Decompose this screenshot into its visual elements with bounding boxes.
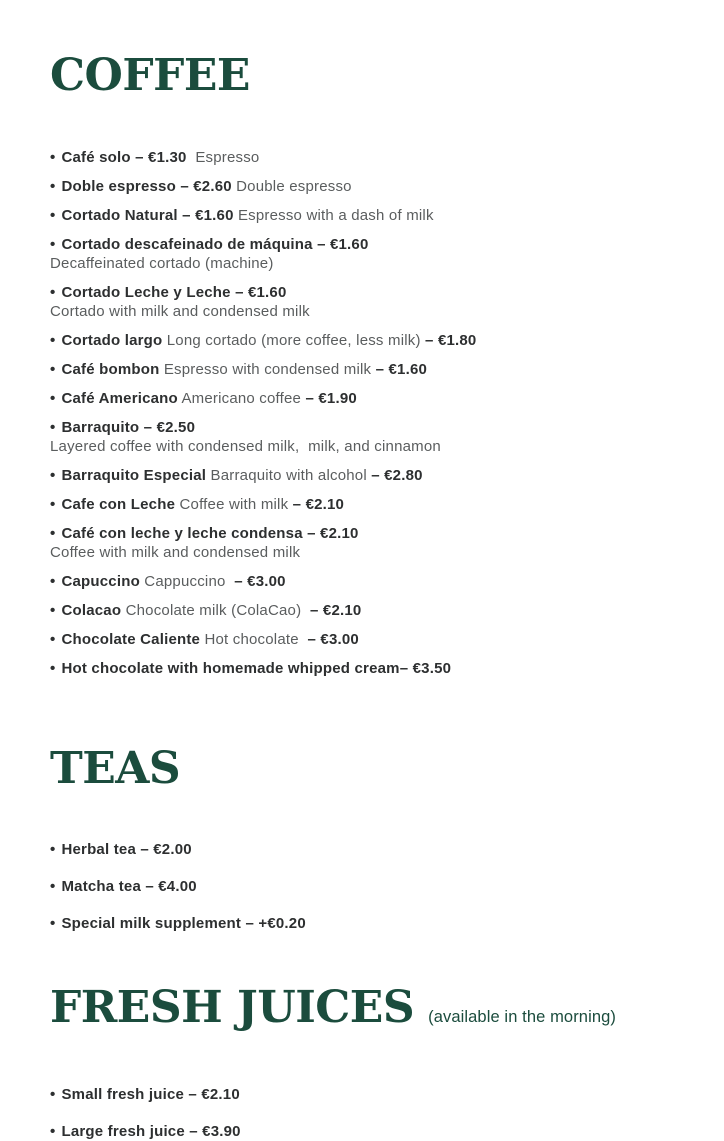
bullet-icon: • bbox=[50, 331, 56, 349]
item-line bbox=[50, 418, 684, 437]
item-text-description: Long cortado (more coffee, less milk) bbox=[162, 331, 426, 349]
bullet-icon: • bbox=[50, 877, 56, 895]
item-text-bold: Cortado Leche y Leche – €1.60 bbox=[61, 283, 287, 301]
item-text-bold: Café Americano bbox=[61, 389, 178, 407]
section-title-row bbox=[50, 24, 684, 128]
item-line bbox=[50, 601, 684, 620]
item-text-bold: Cafe con Leche bbox=[61, 495, 176, 513]
bullet-icon: • bbox=[50, 389, 56, 407]
item-text-bold: – €1.80 bbox=[425, 331, 477, 349]
item-text-description: Coffee with milk bbox=[175, 495, 293, 513]
bullet-icon: • bbox=[50, 495, 56, 513]
menu-items bbox=[50, 148, 684, 678]
menu-item bbox=[50, 177, 684, 196]
item-text-description: Espresso with condensed milk bbox=[159, 360, 376, 378]
item-text-bold: – €2.80 bbox=[371, 466, 423, 484]
item-text-description: Chocolate milk (ColaCao) bbox=[121, 601, 306, 619]
bullet-icon: • bbox=[50, 235, 56, 253]
item-line bbox=[50, 659, 684, 678]
section-title: COFFEE bbox=[50, 50, 250, 102]
item-text-bold: Barraquito – €2.50 bbox=[61, 418, 196, 436]
bullet-icon: • bbox=[50, 1122, 56, 1140]
item-text-description: Espresso with a dash of milk bbox=[233, 206, 434, 224]
item-line bbox=[50, 148, 684, 167]
item-text-bold: Café solo – €1.30 bbox=[61, 148, 187, 166]
item-line bbox=[50, 495, 684, 514]
section-title: TEAS bbox=[50, 743, 181, 795]
bullet-icon: • bbox=[50, 572, 56, 590]
bullet-icon: • bbox=[50, 524, 56, 542]
section-title-row bbox=[50, 956, 684, 1060]
bullet-icon: • bbox=[50, 148, 56, 166]
item-line bbox=[50, 360, 684, 379]
menu-item bbox=[50, 1085, 684, 1104]
item-text-description: Americano coffee bbox=[177, 389, 306, 407]
item-text-bold: Café con leche y leche condensa – €2.10 bbox=[61, 524, 359, 542]
item-description-line: Layered coffee with condensed milk, milk, and cinnamon bbox=[50, 437, 441, 455]
menu-item bbox=[50, 389, 684, 408]
section-title: FRESH JUICES bbox=[50, 982, 415, 1034]
bullet-icon: • bbox=[50, 840, 56, 858]
item-text-bold: Cortado largo bbox=[61, 331, 163, 349]
item-text-bold: Hot chocolate with homemade whipped cream– €3.50 bbox=[61, 659, 452, 677]
menu-item bbox=[50, 466, 684, 485]
bullet-icon: • bbox=[50, 630, 56, 648]
item-text-bold: Café bombon bbox=[61, 360, 160, 378]
item-line bbox=[50, 1085, 684, 1104]
menu-item bbox=[50, 659, 684, 678]
menu-item bbox=[50, 572, 684, 591]
item-text-bold: Chocolate Caliente bbox=[61, 630, 201, 648]
item-line bbox=[50, 466, 684, 485]
menu-item bbox=[50, 418, 684, 456]
menu-item bbox=[50, 331, 684, 350]
bullet-icon: • bbox=[50, 360, 56, 378]
menu-item bbox=[50, 524, 684, 562]
menu-item bbox=[50, 495, 684, 514]
bullet-icon: • bbox=[50, 1085, 56, 1103]
item-description-line: Cortado with milk and condensed milk bbox=[50, 302, 310, 320]
item-text-bold: – €2.10 bbox=[292, 495, 345, 513]
item-text-bold: Colacao bbox=[61, 601, 122, 619]
bullet-icon: • bbox=[50, 206, 56, 224]
item-text-description: Barraquito with alcohol bbox=[206, 466, 372, 484]
section-title-row bbox=[50, 717, 684, 821]
item-line bbox=[50, 840, 684, 859]
item-line bbox=[50, 914, 684, 933]
bullet-icon: • bbox=[50, 466, 56, 484]
bullet-icon: • bbox=[50, 283, 56, 301]
item-text-description: Double espresso bbox=[231, 177, 352, 195]
bullet-icon: • bbox=[50, 601, 56, 619]
item-line bbox=[50, 630, 684, 649]
menu-section-fresh-juices bbox=[50, 956, 684, 1141]
item-line bbox=[50, 1122, 684, 1141]
menu-section-teas bbox=[50, 717, 684, 933]
item-line bbox=[50, 235, 684, 254]
menu-item bbox=[50, 206, 684, 225]
menu-item bbox=[50, 914, 684, 933]
item-text-bold: Capuccino bbox=[61, 572, 140, 590]
menu-item bbox=[50, 601, 684, 620]
menu-items bbox=[50, 1085, 684, 1141]
item-text-bold: Small fresh juice – €2.10 bbox=[61, 1085, 240, 1103]
item-description-line: Coffee with milk and condensed milk bbox=[50, 543, 301, 561]
menu-item bbox=[50, 877, 684, 896]
item-text-bold: Large fresh juice – €3.90 bbox=[61, 1122, 241, 1140]
item-text-bold: Doble espresso – €2.60 bbox=[61, 177, 232, 195]
menu-items bbox=[50, 840, 684, 933]
item-text-bold: – €3.00 bbox=[229, 572, 286, 590]
item-line bbox=[50, 283, 684, 302]
menu-item bbox=[50, 235, 684, 273]
item-text-bold: – €3.00 bbox=[303, 630, 359, 648]
menu-section-coffee bbox=[50, 24, 684, 678]
item-text-bold: – €1.60 bbox=[375, 360, 428, 378]
menu-item bbox=[50, 283, 684, 321]
item-line bbox=[50, 206, 684, 225]
bullet-icon: • bbox=[50, 177, 56, 195]
item-line bbox=[50, 524, 684, 543]
item-description-line: Decaffeinated cortado (machine) bbox=[50, 254, 274, 272]
item-text-bold: Cortado Natural – €1.60 bbox=[61, 206, 234, 224]
bullet-icon: • bbox=[50, 914, 56, 932]
menu-item bbox=[50, 630, 684, 649]
item-line bbox=[50, 572, 684, 591]
item-text-bold: Special milk supplement – +€0.20 bbox=[61, 914, 306, 932]
item-text-bold: Barraquito Especial bbox=[61, 466, 207, 484]
item-text-bold: – €1.90 bbox=[305, 389, 357, 407]
item-text-description: Espresso bbox=[186, 148, 260, 166]
bullet-icon: • bbox=[50, 659, 56, 677]
item-line bbox=[50, 389, 684, 408]
item-line bbox=[50, 877, 684, 896]
item-line bbox=[50, 331, 684, 350]
section-subtitle: (available in the morning) bbox=[428, 1008, 616, 1027]
menu-item bbox=[50, 1122, 684, 1141]
bullet-icon: • bbox=[50, 418, 56, 436]
item-text-description: Hot chocolate bbox=[200, 630, 304, 648]
item-line bbox=[50, 177, 684, 196]
menu-item bbox=[50, 840, 684, 859]
menu-item bbox=[50, 360, 684, 379]
item-text-bold: Matcha tea – €4.00 bbox=[61, 877, 197, 895]
item-text-bold: – €2.10 bbox=[305, 601, 362, 619]
item-text-bold: Herbal tea – €2.00 bbox=[61, 840, 192, 858]
item-text-description: Cappuccino bbox=[139, 572, 230, 590]
item-text-bold: Cortado descafeinado de máquina – €1.60 bbox=[61, 235, 369, 253]
menu-item bbox=[50, 148, 684, 167]
